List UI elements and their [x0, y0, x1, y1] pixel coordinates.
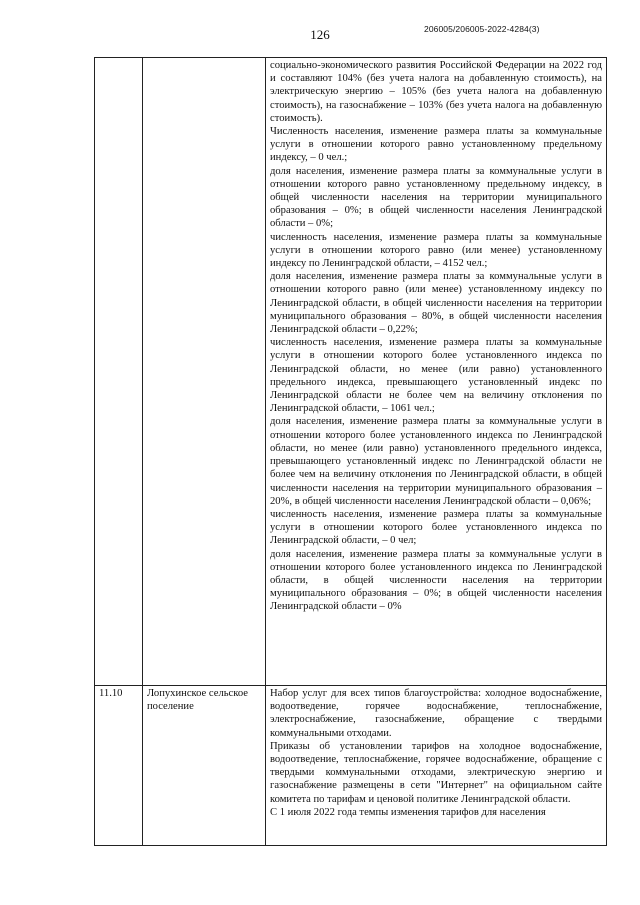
- paragraph: численность населения, изменение размера платы за коммунальные услуги в отношении которого равно (или менее) установленному индексу по Ленинградской области, – 4152 чел.;: [270, 231, 602, 270]
- table-row: [95, 686, 607, 846]
- paragraph: Набор услуг для всех типов благоустройства: холодное водоснабжение, водоотведение, горячее водоснабжение, теплоснабжение, электроснабжение, газоснабжение, обращение с твердыми коммунальными отходами.: [270, 688, 602, 739]
- paragraph: Приказы об установлении тарифов на холодное водоснабжение, водоотведение, теплоснабжение, горячее водоснабжение, обращение с твердыми коммунальными отходами, электрическую энергию и газоснабжение размещены в сети "Интернет" на официальном сайте комитета по тарифам и ценовой политике Ленинградской области.: [270, 740, 602, 805]
- document-code: 206005/206005-2022-4284(3): [424, 24, 540, 34]
- paragraph: численность населения, изменение размера платы за коммунальные услуги в отношении которого более установленного индекса по Ленинградской области, – 0 чел;: [270, 508, 602, 547]
- settlement-name: Лопухинское сельское поселение: [143, 686, 266, 846]
- paragraph: доля населения, изменение размера платы за коммунальные услуги в отношении которого равно установленному предельному индексу, в общей численности населения на территории муниципального образования – 0%; в общей численности населения Ленинградской области – 0%;: [270, 165, 602, 230]
- paragraph: доля населения, изменение размера платы за коммунальные услуги в отношении которого равно (или менее) установленному индексу по Ленинградской области, в общей численности населения на территории муниципального образования – 80%, в общей численности населения Ленинградской области – 0,22%;: [270, 271, 602, 336]
- settlement-name: [143, 58, 266, 686]
- paragraph: численность населения, изменение размера платы за коммунальные услуги в отношении которого более установленного индекса по Ленинградской области, но менее (или равно) установленного предельного индекса, превышающего установленный индекс по Ленинградской области не более чем на величину отклонения по Ленинградской области, – 1061 чел.;: [270, 337, 602, 415]
- paragraph: социально-экономического развития Российской Федерации на 2022 год и составляют 104% (без учета налога на добавленную стоимость), на электрическую энергию – 105% (без учета налога на добавленную стоимость), на газоснабжение – 103% (без учета налога на добавленную стоимость).: [270, 60, 602, 124]
- paragraph: Численность населения, изменение размера платы за коммунальные услуги в отношении которого равно установленному предельному индексу, – 0 чел.;: [270, 126, 602, 164]
- description-cell: [266, 686, 607, 846]
- table-row: [95, 58, 607, 686]
- page-number: 126: [310, 27, 330, 42]
- row-number: 11.10: [95, 686, 143, 846]
- description-cell: [266, 58, 607, 686]
- paragraph: доля населения, изменение размера платы за коммунальные услуги в отношении которого более установленного индекса по Ленинградской области, в общей численности населения на территории муниципального образования – 0%; в общей численности населения Ленинградской области – 0%: [270, 548, 602, 613]
- paragraph: доля населения, изменение размера платы за коммунальные услуги в отношении которого более установленного индекса по Ленинградской области, но менее (или равно) установленного предельного индекса, превышающего установленный индекс по Ленинградской области не более чем на величину отклонения по Ленинградской области, в общей численности населения на территории муниципального образования – 20%, в общей численности населения Ленинградской области – 0,06%;: [270, 416, 602, 507]
- tariff-table: [94, 57, 607, 846]
- paragraph: С 1 июля 2022 года темпы изменения тарифов для населения: [270, 806, 546, 818]
- row-number: [95, 58, 143, 686]
